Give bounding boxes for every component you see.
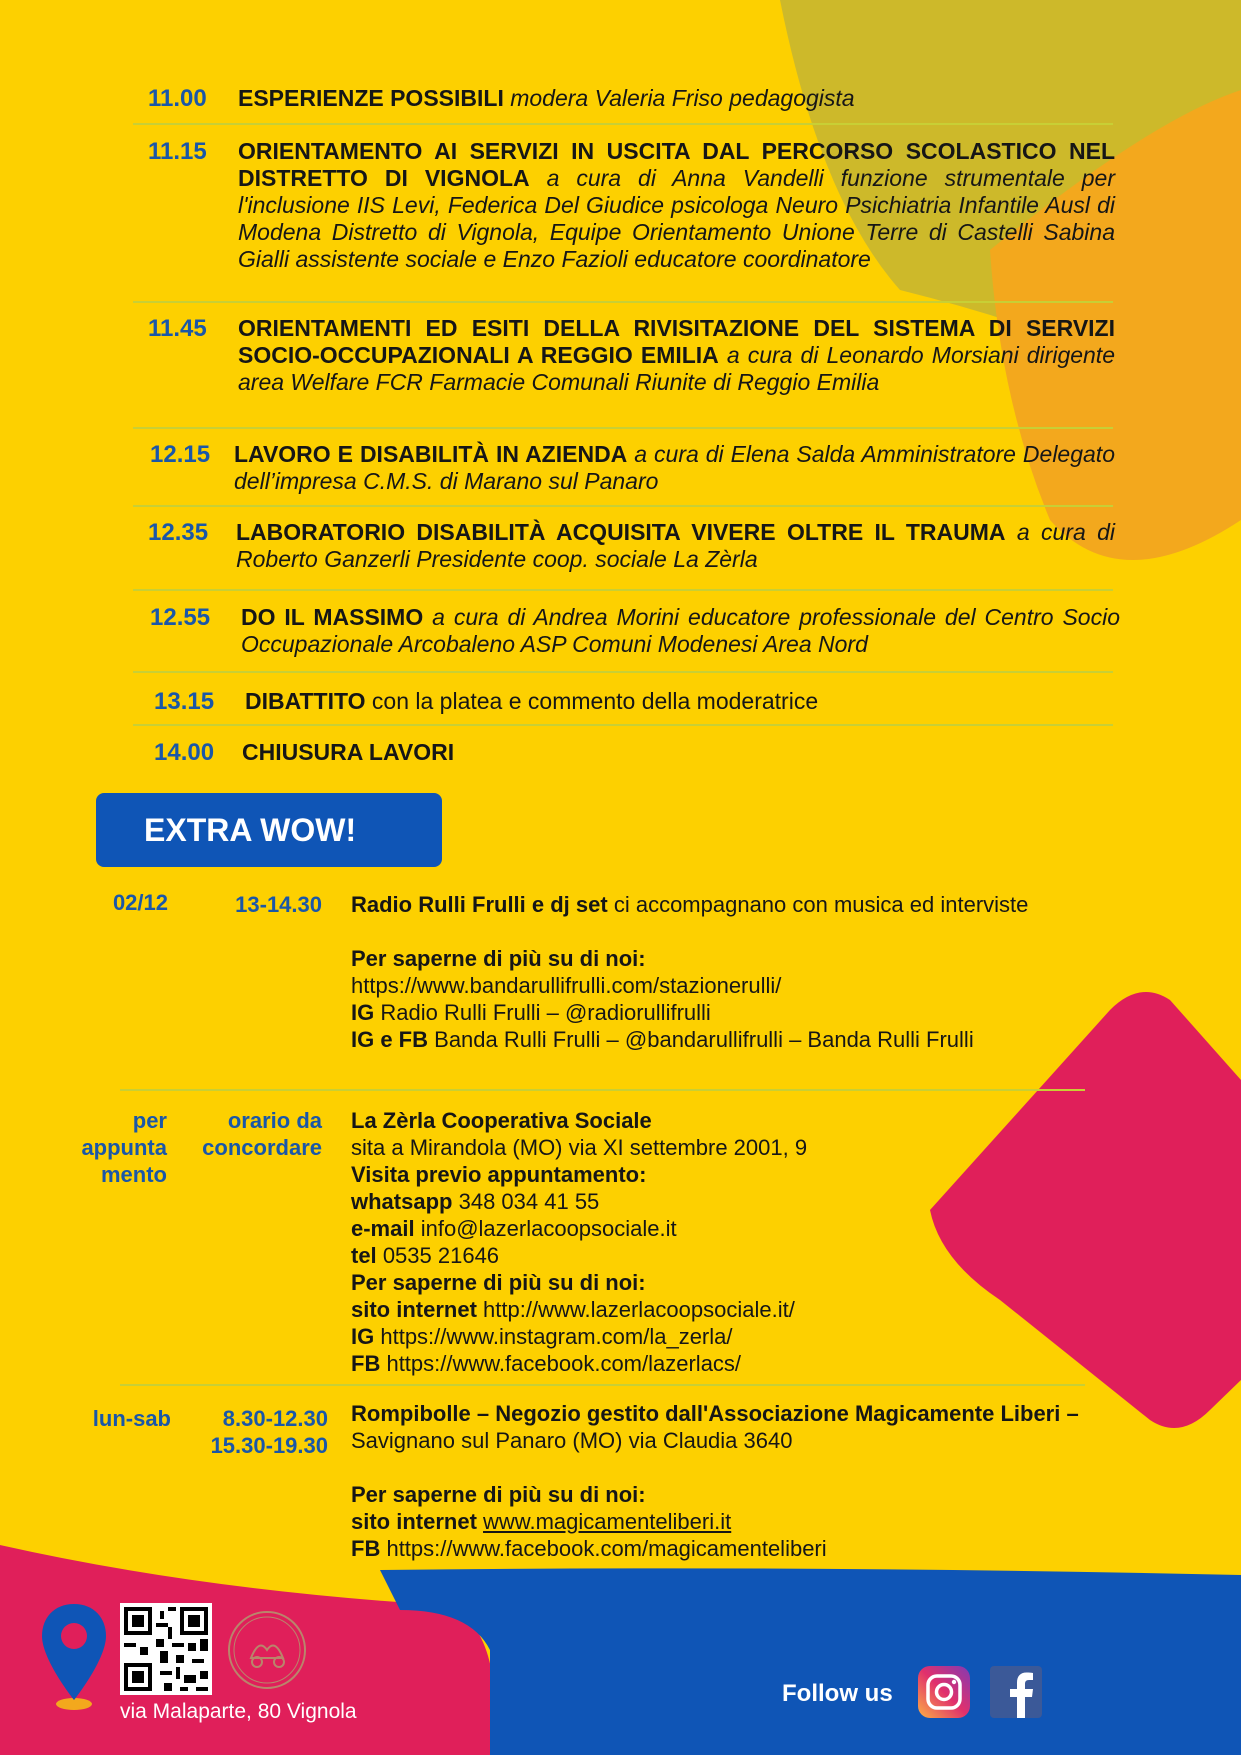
agenda-desc: a cura di Leonardo Morsiani dirigente area Welfare FCR Farmacie Comunali Riunite di Reggio Emilia: [238, 342, 1115, 395]
agenda-desc: modera Valeria Friso pedagogista: [510, 85, 855, 111]
agenda-title: ESPERIENZE POSSIBILI: [238, 85, 504, 111]
separator: [120, 1384, 1085, 1386]
footer-address: via Malaparte, 80 Vignola: [120, 1700, 357, 1723]
separator: [133, 671, 1113, 673]
agenda-time: 12.35: [148, 519, 209, 546]
agenda-time: 11.00: [148, 85, 207, 112]
event-rompibolle: Rompibolle – Negozio gestito dall'Associazione Magicamente Liberi – Savignano sul Panaro (MO) via Claudia 3640 Per saperne di più su di noi: sito internet www.magicamenteliberi.it FB https://www.facebook.com/magicamenteliberi: [351, 1401, 1079, 1561]
separator: [133, 123, 1113, 125]
agenda-desc: con la platea e commento della moderatrice: [371, 688, 819, 714]
link[interactable]: https://www.instagram.com/la_zerla/: [380, 1324, 733, 1349]
agenda-title: LAVORO E DISABILITÀ IN AZIENDA: [234, 441, 628, 467]
link[interactable]: https://www.bandarullifrulli.com/stazionerulli/: [351, 973, 782, 998]
agenda-desc: a cura di Roberto Ganzerli Presidente coop. sociale La Zèrla: [236, 519, 1115, 572]
extra-wow-button[interactable]: EXTRA WOW!: [96, 793, 442, 867]
agenda-desc: a cura di Anna Vandelli funzione strumentale per l'inclusione IIS Levi, Federica Del Giudice psicologa Neuro Psichiatria Infantile Ausl di Modena Distretto di Vignola, Equipe Orientamento Unione Terre di Castelli Sabina Gialli assistente sociale e Enzo Fazioli educatore coordinatore: [238, 165, 1115, 272]
separator: [133, 505, 1113, 507]
link[interactable]: http://www.lazerlacoopsociale.it/: [483, 1297, 795, 1322]
agenda-desc: a cura di Elena Salda Amministratore Delegato dell’impresa C.M.S. di Marano sul Panaro: [234, 441, 1115, 494]
link[interactable]: www.magicamenteliberi.it: [483, 1509, 732, 1534]
agenda-title: CHIUSURA LAVORI: [242, 739, 455, 765]
agenda-time: 12.15: [150, 441, 211, 468]
agenda-title: DO IL MASSIMO: [241, 604, 424, 630]
agenda-title: DIBATTITO: [245, 688, 366, 714]
event-date: 02/12: [112, 890, 168, 915]
link[interactable]: https://www.facebook.com/lazerlacs/: [386, 1351, 742, 1376]
qr-code[interactable]: [120, 1603, 212, 1695]
agenda-time: 13.15: [154, 688, 215, 715]
link[interactable]: https://www.facebook.com/magicamenteliberi: [386, 1536, 827, 1561]
separator: [133, 589, 1113, 591]
agenda-time: 11.45: [148, 315, 207, 342]
agenda-title: ORIENTAMENTO AI SERVIZI IN USCITA DAL PERCORSO SCOLASTICO NEL DISTRETTO DI VIGNOLA: [238, 138, 1115, 191]
blue-footer-shape: [380, 1568, 1241, 1755]
event-date: lun-sab: [92, 1406, 171, 1431]
event-radio-rulli: Radio Rulli Frulli e dj set ci accompagnano con musica ed interviste Per saperne di più su di noi: https://www.bandarullifrulli.com/stazionerulli/ IG Radio Rulli Frulli – @radiorullifrulli IG e FB Banda Rulli Frulli – @bandarullifrulli – Banda Rulli Frulli: [351, 891, 1111, 1053]
separator: [133, 301, 1113, 303]
follow-us-label: Follow us: [782, 1680, 893, 1707]
event-la-zerla: La Zèrla Cooperativa Sociale sita a Mirandola (MO) via XI settembre 2001, 9 Visita previo appuntamento: whatsapp 348 034 41 55 e-mail info@lazerlacoopsociale.it tel 0535 21646 Per saperne di più su di noi: sito internet http://www.lazerlacoopsociale.it/ IG https://www.instagram.com/la_zerla/ FB https://www.facebook.com/lazerlacs/: [351, 1108, 808, 1376]
agenda-time: 14.00: [154, 739, 215, 766]
instagram-icon[interactable]: [918, 1666, 970, 1718]
event-date: per appunta mento: [81, 1108, 167, 1187]
agenda-time: 11.15: [148, 138, 207, 165]
event-time: orario da concordare: [202, 1108, 322, 1160]
separator: [133, 427, 1113, 429]
agenda-title: ORIENTAMENTI ED ESITI DELLA RIVISITAZIONE DEL SISTEMA DI SERVIZI SOCIO-OCCUPAZIONALI A REGGIO EMILIA: [238, 315, 1115, 368]
separator: [133, 724, 1113, 726]
event-time: 8.30-12.30 15.30-19.30: [210, 1406, 328, 1458]
agenda-desc: a cura di Andrea Morini educatore professionale del Centro Socio Occupazionale Arcobaleno ASP Comuni Modenesi Area Nord: [241, 604, 1121, 657]
agenda-time: 12.55: [150, 604, 211, 631]
separator: [120, 1089, 1085, 1091]
email-link[interactable]: info@lazerlacoopsociale.it: [420, 1216, 677, 1241]
event-time: 13-14.30: [235, 892, 322, 917]
facebook-icon[interactable]: [990, 1666, 1042, 1718]
logo: [225, 1608, 309, 1692]
location-pin-icon: [38, 1600, 110, 1712]
agenda-title: LABORATORIO DISABILITÀ ACQUISITA VIVERE OLTRE IL TRAUMA: [236, 519, 1006, 545]
